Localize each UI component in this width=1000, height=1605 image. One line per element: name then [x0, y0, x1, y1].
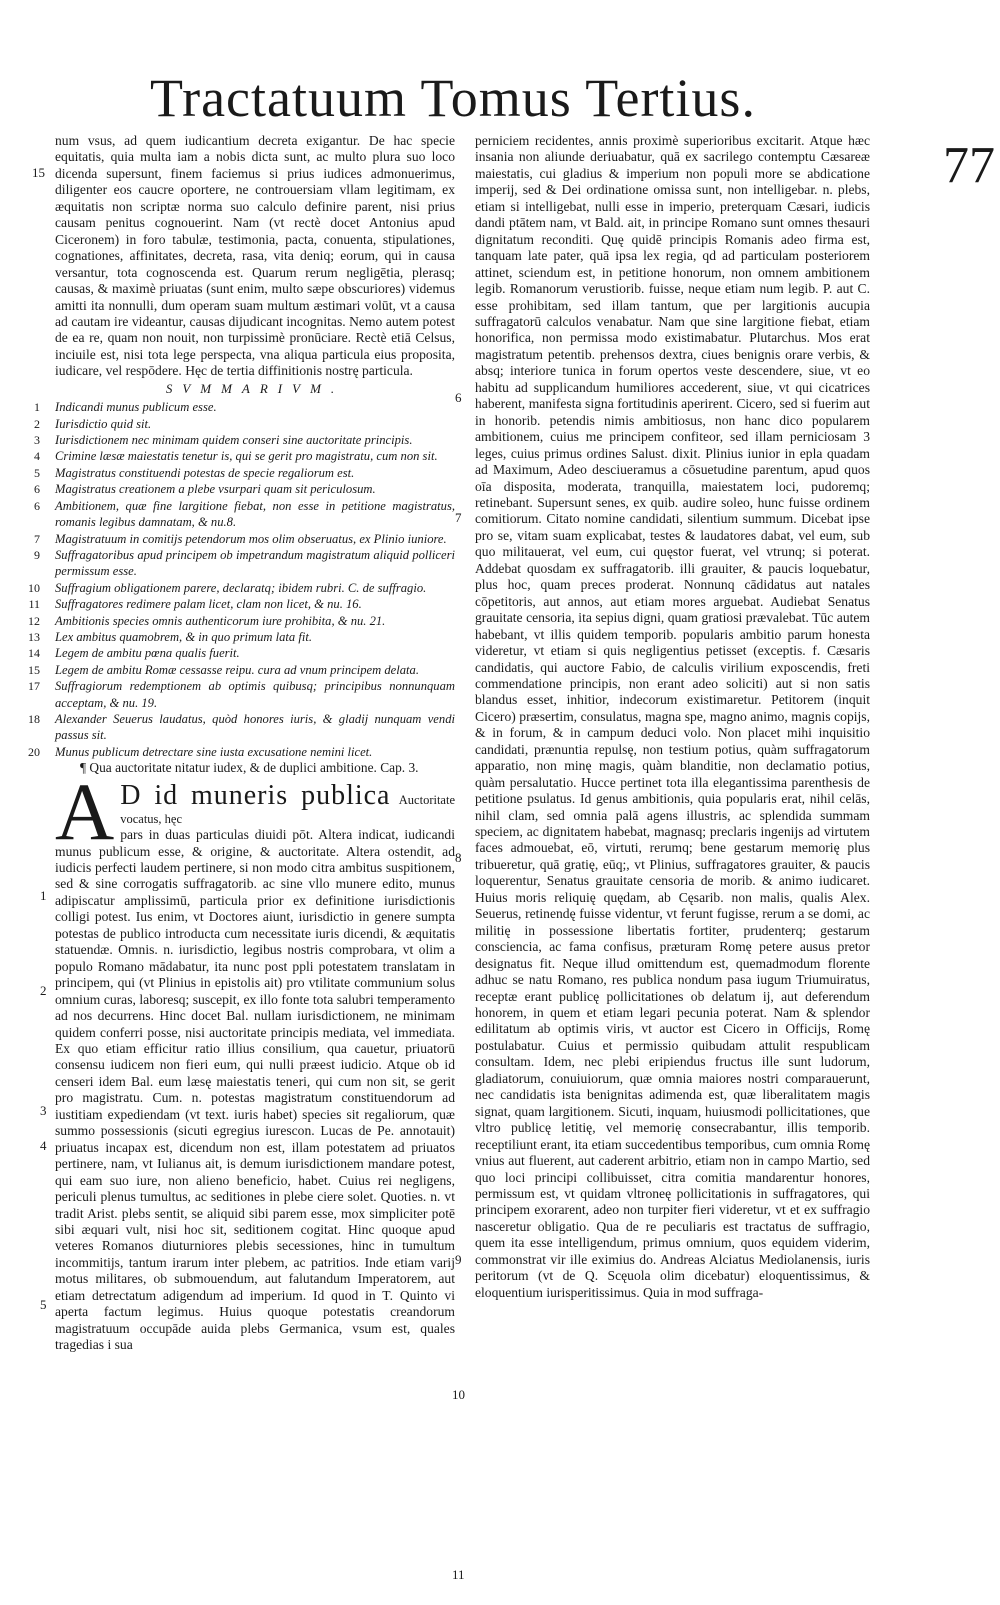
summary-item-number: 20	[28, 744, 40, 759]
summary-item-number: 4	[34, 449, 40, 464]
right-marginal-number: 6	[455, 390, 462, 405]
summary-item-number: 6	[34, 482, 40, 497]
summary-item-number: 13	[28, 629, 40, 644]
summary-item-text: Suffragiorum redemptionem ab optimis quibusq; principibus nonnunquam acceptam, & nu. 19.	[55, 679, 455, 710]
right-marginal-number: 10	[452, 1387, 465, 1402]
summary-item-text: Indicandi munus publicum esse.	[55, 400, 217, 415]
header-title: Tractatuum Tomus Tertius.	[150, 68, 756, 128]
summary-item	[34, 465, 455, 481]
summary-item-number: 2	[34, 416, 40, 431]
right-marginal-number: 11	[452, 1567, 465, 1582]
summary-item-text: Suffragium obligationem parere, declaratq; ibidem rubri. C. de suffragio.	[55, 580, 427, 595]
rubric-text: ¶ Qua auctoritate nitatur iudex, & de duplici ambitione.	[80, 760, 377, 776]
summary-item-text: Magistratus constituendi potestas de specie regaliorum est.	[55, 465, 355, 480]
summary-item-number: 7	[34, 531, 40, 546]
summary-item	[34, 432, 455, 448]
summary-item	[28, 596, 455, 612]
right-marginal-number: 9	[455, 1252, 462, 1267]
left-marginal-number: 1	[40, 888, 47, 903]
summary-item-text: Ambitionis species omnis authenticorum iure prohibita, & nu. 21.	[55, 613, 386, 628]
left-marginal-number: 5	[40, 1297, 47, 1312]
summary-item	[34, 498, 455, 531]
left-marginal-number: 4	[40, 1138, 47, 1153]
summary-item-number: 10	[28, 580, 40, 595]
summary-item	[28, 580, 455, 596]
summary-item	[34, 547, 455, 580]
drop-cap-letter: A	[55, 765, 115, 857]
summary-item-text: Lex ambitus quamobrem, & in quo primum lata fit.	[55, 629, 313, 644]
summary-item-text: Suffragatores redimere palam licet, clam non licet, & nu. 16.	[55, 597, 362, 612]
drop-cap-margin-note: Auctoritate vocatus, hęc	[120, 792, 455, 826]
rubric-chapter: Cap. 3.	[380, 760, 419, 776]
summary-item	[34, 448, 455, 464]
summary-item-number: 12	[28, 613, 40, 628]
summary-item-number: 5	[34, 465, 40, 480]
summary-item-number: 9	[34, 547, 40, 562]
summary-item	[28, 711, 455, 744]
running-header	[150, 62, 995, 194]
summary-item	[28, 744, 455, 760]
right-marginal-number: 8	[455, 850, 462, 865]
summary-item-number: 3	[34, 433, 40, 448]
left-marginal-number: 2	[40, 983, 47, 998]
left-marginal-number: 3	[40, 1103, 47, 1118]
summary-item-number: 18	[28, 711, 40, 726]
summary-item	[34, 399, 455, 415]
summary-item	[28, 678, 455, 711]
left-paragraph-1: num vsus, ad quem iudicantium decreta exigantur. De hac specie equitatis, quia multa iam a nobis dicta sunt, ac multo plura suo loco dicenda supersunt, finem faciemus si prius iudices admonuerimus, diligenter eos caucre oportere, ne controuersiam vllam legitimam, ex æquitatis non scriptæ norma suo calculo definire parent, nisi prius causam penitus cognouerint. Nam (vt rectè docet Antonius apud Ciceronem) in foro tabulæ, testimonia, pacta, conuenta, stipulationes, cognationes, affinitates, decreta, rasa, vita deniq; eorum, qui in causa versantur, tota cognoscenda est. Quarum rerum negligētia, plerasq; causas, & maximè priuatas (sunt enim, multo sæpe obscuriores) videmus amitti ita nonnulli, dum operam suam multum æstimari volūt, vt a causa ad cautam ire videantur, causas dijudicant incognitas. Nemo autem potest de ea re, quam non nouit, non turpissimè pronūciare. Rectè etiā Celsus, inciuile est, nisi tota lege perspecta, vna aliqua particula eius proposita, iudicare, vel respōdere. Hęc de tertia diffinitionis nostrę particula.	[55, 133, 455, 379]
chapter-rubric	[80, 760, 455, 776]
summary-item	[28, 629, 455, 645]
summary-item-text: Ambitionem, quæ fine largitione fiebat, non esse in petitione magistratus, romanis legibus damnatam, & nu.8.	[55, 498, 455, 530]
left-marginal-number: 15	[32, 165, 45, 180]
right-marginal-number: 7	[455, 510, 462, 525]
summary-title: SVMMARIVM.	[165, 380, 345, 396]
summary-item-text: Magistratus creationem a plebe vsurpari quam sit periculosum.	[55, 482, 376, 497]
summary-item	[28, 645, 455, 661]
summary-item-number: 17	[28, 679, 40, 694]
drop-cap-lead: D id muneris publica	[120, 779, 391, 811]
summary-item-text: Crimine læsæ maiestatis tenetur is, qui se gerit pro magistratu, cum non sit.	[55, 449, 438, 464]
summary-item-text: Suffragatoribus apud principem ob impetrandum magistratum aliquid polliceri permissum esse.	[55, 547, 455, 579]
summary-item-text: Iurisdictio quid sit.	[55, 416, 152, 431]
summary-item	[34, 416, 455, 432]
summary-item	[34, 481, 455, 497]
summary-item-number: 14	[28, 646, 40, 661]
summary-item-number: 1	[34, 400, 40, 415]
summary-item	[28, 662, 455, 678]
summary-item-number: 6	[34, 498, 40, 513]
left-paragraph-2: pars in duas particulas diuidi pōt. Altera indicat, iudicandi munus publicum esse, & origine, & auctoritate. Altera ostendit, ad iudicis perfecti laudem pertinere, si non modo citra ambitus suspitionem, sed & sine corrogatis suffragatorib. ac sine vllo munere edito, munus adipiscatur amplissimū, particula prior ex definitione iurisdictionis colligi potest. Ius enim, vt Doctores aiunt, iurisdictio in genere sumpta potestas de publico introducta cum necessitate iuris dicendi, & æquitatis statuendæ. Omnis. n. iurisdictio, legibus nostris comprobara, vt olim a populo Romano mādabatur, ita nunc post ppli potestatem translatam in principem, qui (vt Plinius in epistolis ait) pro vtilitate communium solus omnium curas, laboresq; suscepit, ex illo fonte tota salubri temperamento ad nos decurrens. Hinc docet Bal. nullam iurisdictionem, ne minimam quidem conferri posse, nisi auctoritate principis mediata, vel immediata. Ex quo etiam efficitur ratio illius consilium, qua cauetur, priuatorū consensu iudicem non fieri eum, qui nulli præest iudicio. Atque ob id censeri idem Bal. eum læsę maiestatis teneri, qui cum non sit, se gerit pro magistratu. Cum. n. potestas magistratum constituendorum ad iustitiam expediendam (vt text. iuris habet) species sit regaliorum, quæ summo possessionis (sicuti egregius iurescon. Lucas de Pe. annotauit) priuatus incapax est, dicendum non est, illam potestatem ad priuatos pertinere, nam, vt Iulianus ait, is demum iurisdictionem mandare potest, qui eam suo iure, non alieno beneficio, habet. Cuius rei negligens, periculi plenus tumultus, ac seditiones in plebe ciere solet. Quoties. n. vt tradit Arist. plebs sentit, se aliquid sibi parem esse, mox simpliciter potē sibi æquari vult, nisi hoc sit, seditionem cogitat. Hinc quoque apud veteres Romanos diuturniores plebis secessiones, hinc in tumultum incommitijs, tantum irarum inter plebem, ac patritios. Inde etiam varij motus militares, ob submouendum, aut falutandum Imperatorem, aut etiam detrectatum adigendum ad imperium. Id quod in T. Quinto vi aperta factum legimus. Huius quoque potestatis creandorum magistratuum occupāde auida plebs Germanica, vsum est, quales tragedias i sua	[55, 827, 455, 1353]
summary-item-number: 11	[28, 597, 40, 612]
summary-item-number: 15	[28, 662, 40, 677]
summary-item-text: Legem de ambitu pœna qualis fuerit.	[55, 646, 240, 661]
summary-item-text: Legem de ambitu Romæ cessasse reipu. cura ad vnum principem delata.	[55, 662, 419, 677]
summary-list	[28, 399, 455, 760]
right-column-text: perniciem recidentes, annis proximè superioribus excitarit. Atque hæc insania non aliunde deriuabatur, quā ex sacrilego contemptu Cæsareæ maiestatis, cui gladius & imperium non populi more se abdicatione imperij, sed & Dei ordinatione omissa sunt, non intelligebar. n. plebs, etiam si intelligebat, nulli esse in imperio, preterquam Cæsari, iudicis dandi ptātem nam, vt Bald. ait, in principe Romano sunt omnes thesauri dignitatum reconditi. Quę quidē principis Romanis adeo firma est, tanquam late pater, quā ipsa lex regia, qd ad particulam posteriorem attinet, sciendum est, in petitione honorum, non omnem ambitionem legib. Romanorum verustiorib. fuisse, neque etiam num legib. P. aut C. esse prohibitam, sed illam tantum, que per largitionis aucupia suffragatorū calculos venabatur. Nam que sine largitione fiebat, etiam honorifica, non permissa modo existimabatur. Plutarchus. Mos erat magistratum petentib. prehensos dextra, ciues benignis orare verbis, & absq; interiore tunica in forum opertos veste descendere, siue, vt eo habitu ad supplicandum humiliores accederent, siue, vt qui cicatrices haberent, manifesta signa fortitudinis aperirent. Cicero, sed si fuerim aut in honorib. petendis nimis ambitiosus, non hanc dico popularem ambitionem, cuius me principem confiteor, sed illam perniciosam 3 leges, cuius primus ordines Salust. dixit. Plinius iunior in epla quadam ad Maximum, Adeo desciueramus a cōsuetudine parentum, apud quos oīa disposita, moderata, tranquilla, maiestatem loci, pudoremq; retinebant. Supersunt senes, ex quib. audire soleo, hunc fuisse ordinem comitiorum. Citato nomine candidati, silentium summum. Dicebat ipse pro se, vitam suam explicabat, testes & laudatores dabat, vel eum, sub quo militauerat, vel eum, cui quęstor fuerat, vel vtrunq; si poterat. Addebat quosdam ex suffragatorib. illi grauiter, & paucis loquebatur, plus hoc, quam preces proderat. Nonnunq cādidatus aut natales cōpetitoris, aut annos, aut etiam mores arguebat. Audiebat Senatus grauitate censoria, ita sepius digni, quam gratiosi prævalebat. Tūc autem habebant, vt illis quidem temporib. popularis ambitio parum honesta videretur, vt etiam si quis negligentius petisset (exceptis. f. Cæsaris candidatis, qui auctore Fabio, de calculis virilium exposcendis, freti commendatione principis, non erant adeo soliciti) aut si non satis blandus esset, inhitior, indecorum existimaretur. Petitorem (inquit Cicero) præsertim, consulatus, magna spe, magno animo, magnis copijs, & in forum, & in campum deduci volo. Non placet mihi inquisitio candidati, prænuntia repulsę, non testium potius, quàm suffragatorum apparatio, non minę magis, quàm blanditie, non declamatio potius, quàm persalutatio. Hucce pertinet tota illa elegantissima parenthesis de petitione psulatus. Id genus ambitionis, quia popularis erat, nihil celās, nihil clam, sed omnia palā agens illustris, ac splendida summam speciem, ac dignitatem habebat, magnasq; preclaris ingenijs ad virtutem faces admouebat, eō, virtuti, rerumq; bene gestarum memorię plus tribueretur, quā gratię, eūq;, vt Plinius, suffragatores grauiter, & paucis loquerentur, Senatus grauitate censoria de morib. & animo iudicaret. Huius moris reliquię quędam, ab Cęsarib. non malis, qualis Alex. Seuerus, retinendę fuisse videntur, vt ferunt fugisse, rerum a se domi, ac militię in possessione libertatis fortiter, prudenterq; gestarum consciencia, ac fama confisus, præturam Romę petere ausus pretor designatus fit. Neque illud omittendum est, quemadmodum florente adhuc se natu Romano, res publica nondum pasa iugum Triumuiratus, receptæ erant publicę pollicitationes ob delatum ij, aut deferendum honorem, in quem et etiam legari pecunia poterat. Nam & splendor edilitatum ab optimis viris, vt auctor est Cicero in Officijs, Romę postulabatur. Cuius et permissio quibudam attulit respublicam consultam. Idem, nec plebi eripiendus fructus ille sunt ludorum, gladiatorum, conuiuiorum, quæ omnia maiores nostri comparauerunt, nec candidatis ista benignitas adimenda est, quæ liberalitatem magis signat, quam largitionem. Sicuti, inquam, huiusmodi pollicitationes, que vltro publicę letitię, vel memorię consecrabantur, illis temporib. receptiliunt erant, ita etiam succedentibus temporibus, cum omnia Romę vnius aut fluerent, aut caderent arbitrio, etiam non in campo Martio, sed quo loci principi collibuisset, citra comitia mandarentur honores, permissum est, vt quidam vltroneę pollicitationis in suffragatores, qui principem exorarent, adeo non turpiter fieri videretur, vt et ex suffragio nasceretur obligatio. Qua de re peculiaris est tractatus de suffragio, quem ita esse intelligendum, primus omnium, quos equidem viderim, commonstrat vir ille eximius do. Andreas Alciatus Mediolanensis, iuris peritorum (vt de Q. Scęuola olim dicebatur) eloquentissimus, & eloquentium iurisperitissimus. Quia in mod suffraga-	[475, 133, 870, 1300]
summary-item-text: Iurisdictionem nec minimam quidem conseri sine auctoritate principis.	[55, 433, 413, 448]
left-column	[28, 133, 455, 1563]
summary-item	[34, 531, 455, 547]
right-column	[475, 133, 870, 1583]
summary-item-text: Munus publicum detrectare sine iusta excusatione nemini licet.	[55, 744, 373, 759]
page-number: 77	[943, 137, 995, 194]
summary-item-text: Magistratuum in comitijs petendorum mos olim obseruatus, ex Plinio iuniore.	[55, 531, 447, 546]
summary-item-text: Alexander Seuerus laudatus, quòd honores iuris, & gladij nunquam vendi passus sit.	[55, 711, 455, 743]
summary-item	[28, 613, 455, 629]
